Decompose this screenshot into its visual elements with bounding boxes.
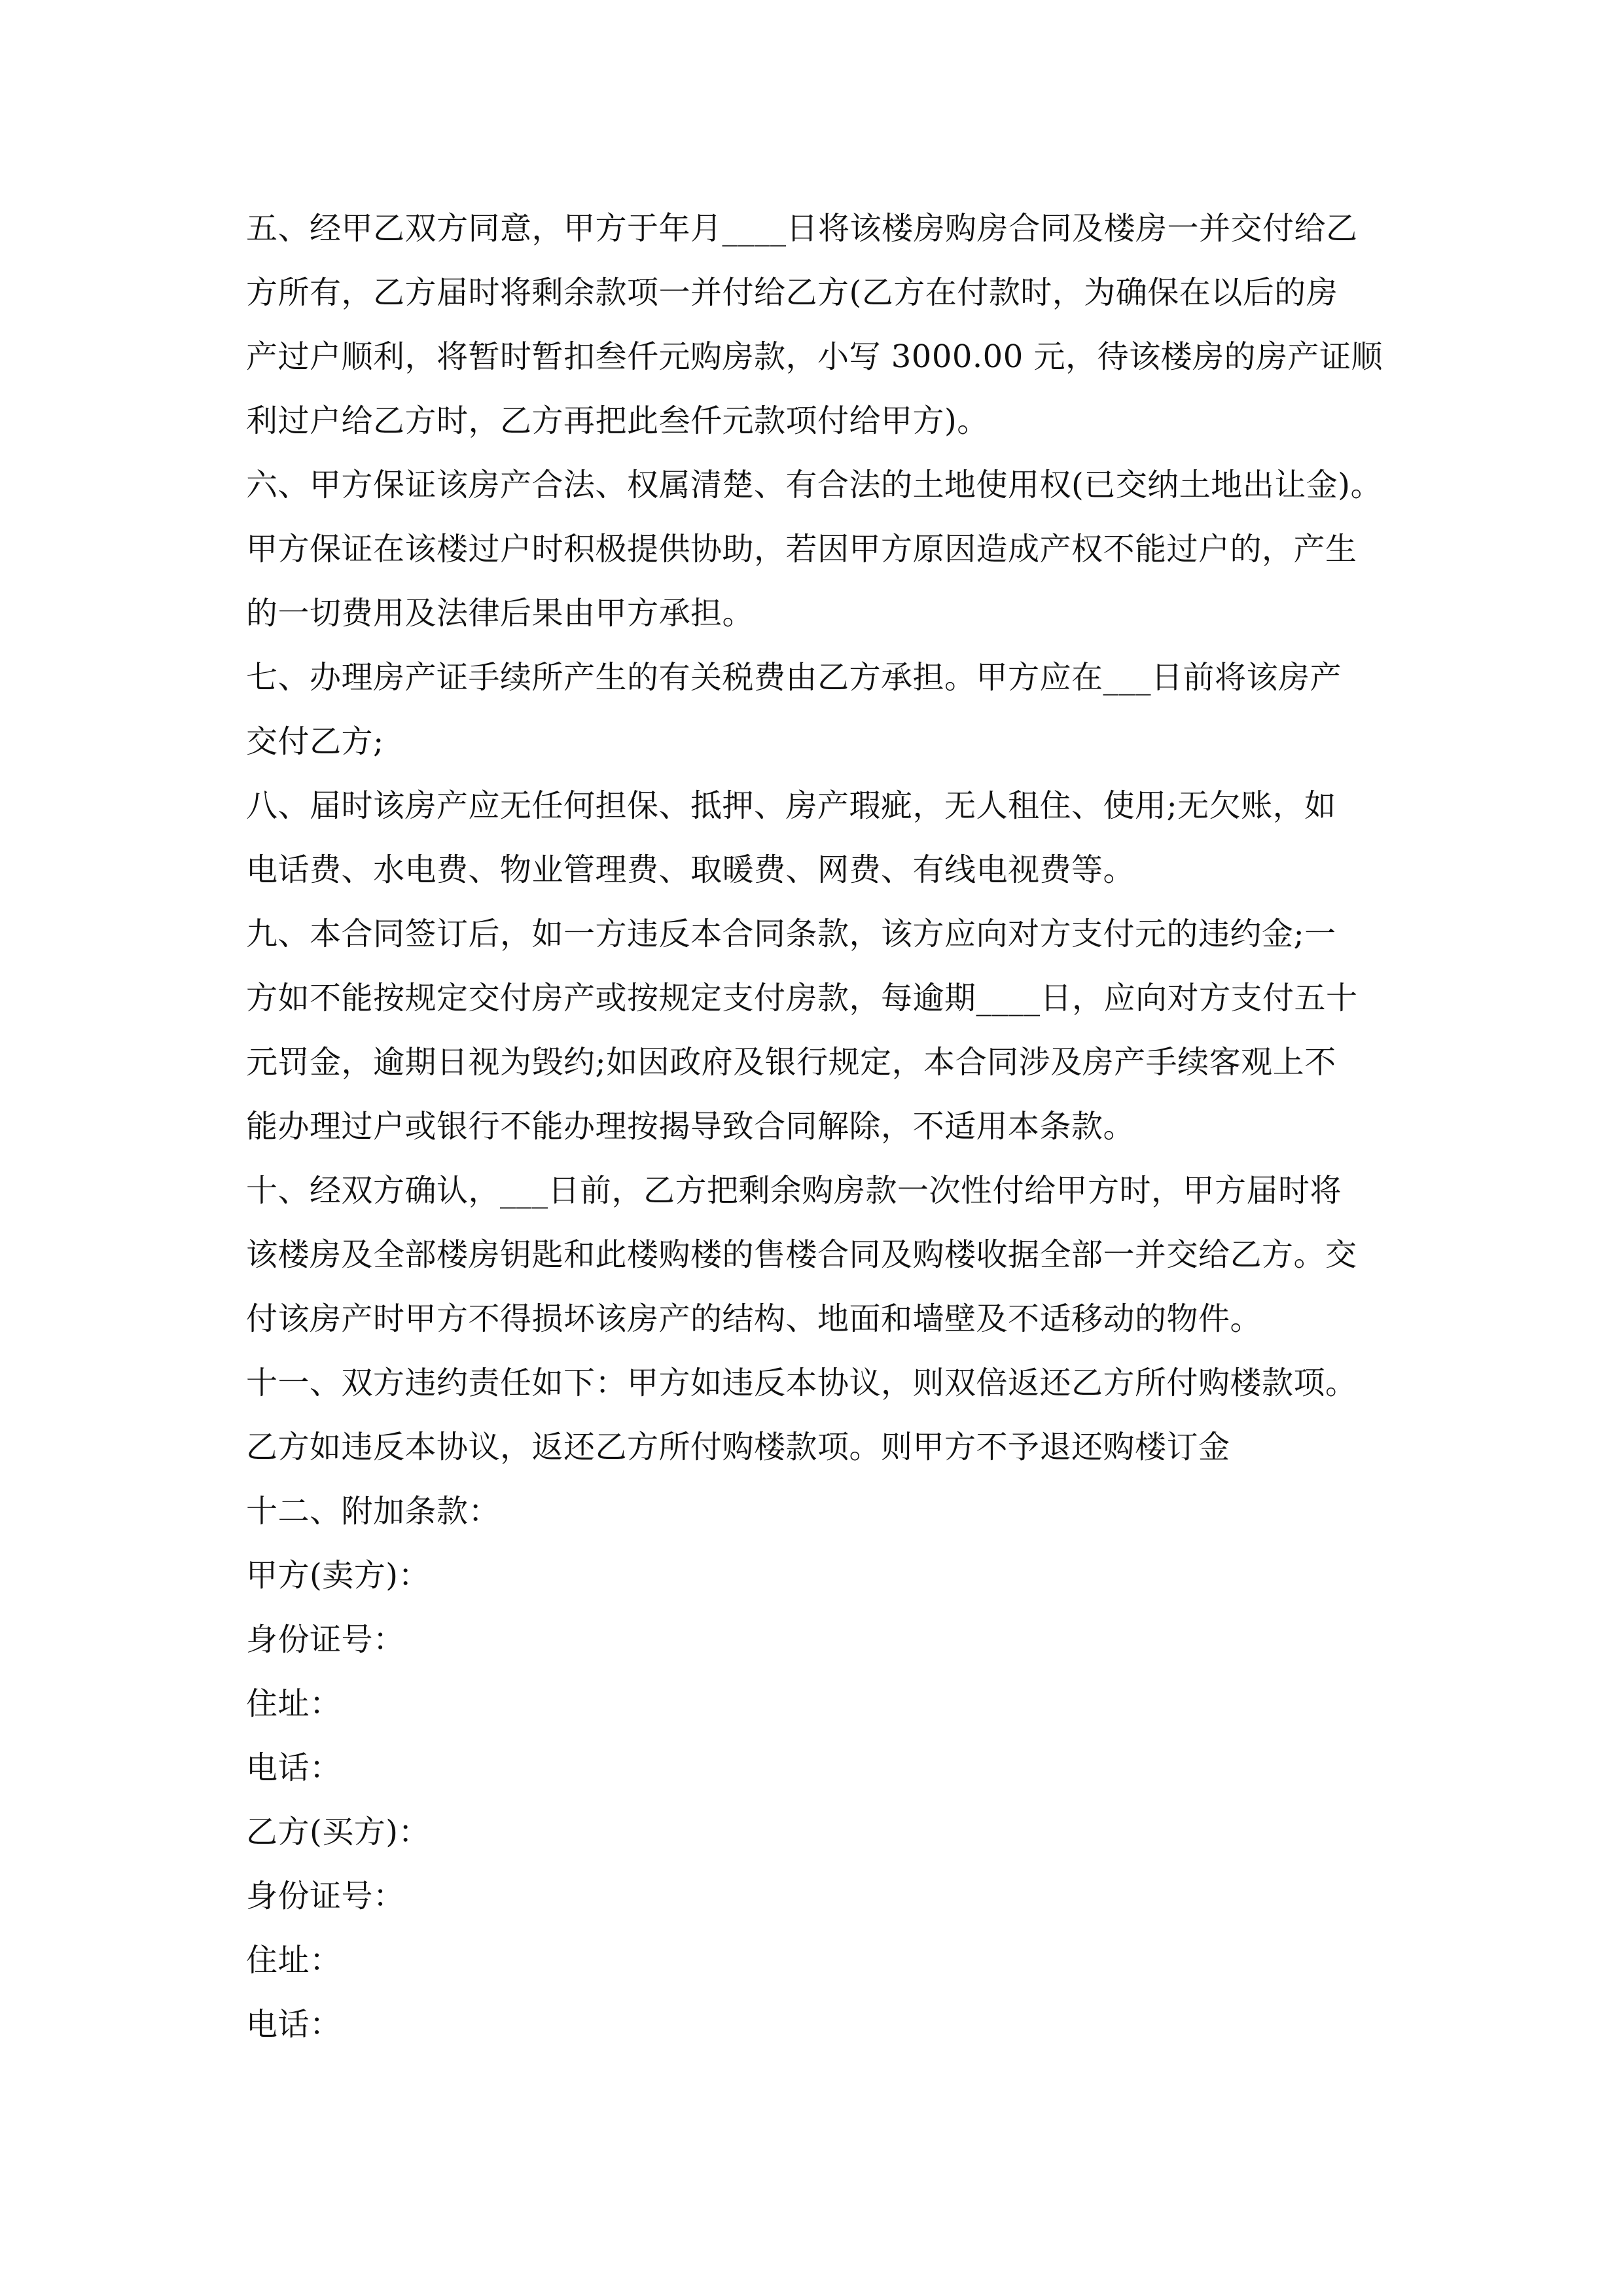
clause-6-line-2: 甲方保证在该楼过户时积极提供协助，若因甲方原因造成产权不能过户的，产生: [246, 531, 1357, 567]
buyer-id-label: 身份证号：: [246, 1878, 405, 1914]
clause-6-line-1: 六、甲方保证该房产合法、权属清楚、有合法的土地使用权(已交纳土地出让金)。: [246, 467, 1382, 503]
clause-5-line-3: 产过户顺利，将暂时暂扣叁仟元购房款，小写 3000.00 元，待该楼房的房产证顺: [246, 338, 1383, 375]
clause-11-line-2: 乙方如违反本协议，返还乙方所付购楼款项。则甲方不予退还购楼订金: [246, 1429, 1230, 1465]
seller-address-label: 住址：: [246, 1685, 342, 1722]
seller-label: 甲方(卖方)：: [246, 1557, 430, 1594]
clause-9-line-2: 方如不能按规定交付房产或按规定支付房款，每逾期____日，应向对方支付五十: [246, 980, 1358, 1016]
clause-10-line-3: 付该房产时甲方不得损坏该房产的结构、地面和墙壁及不适移动的物件。: [246, 1300, 1262, 1337]
clause-5-line-4: 利过户给乙方时，乙方再把此叁仟元款项付给甲方)。: [246, 403, 989, 439]
buyer-label: 乙方(买方)：: [246, 1814, 430, 1850]
clause-5-line-1: 五、经甲乙双方同意，甲方于年月____日将该楼房购房合同及楼房一并交付给乙: [246, 210, 1358, 247]
clause-8-line-2: 电话费、水电费、物业管理费、取暖费、网费、有线电视费等。: [246, 852, 1135, 888]
contract-text: [246, 196, 1418, 2056]
clause-10-line-2: 该楼房及全部楼房钥匙和此楼购楼的售楼合同及购楼收据全部一并交给乙方。交: [246, 1236, 1357, 1273]
clause-6-line-3: 的一切费用及法律后果由甲方承担。: [246, 595, 755, 632]
seller-phone-label: 电话：: [246, 1749, 342, 1786]
clause-9-line-3: 元罚金，逾期日视为毁约;如因政府及银行规定，本合同涉及房产手续客观上不: [246, 1044, 1336, 1081]
clause-7-line-2: 交付乙方;: [246, 723, 384, 760]
seller-id-label: 身份证号：: [246, 1621, 405, 1658]
clause-5-line-2: 方所有，乙方届时将剩余款项一并付给乙方(乙方在付款时，为确保在以后的房: [246, 274, 1338, 311]
clause-12-heading: 十二、附加条款：: [246, 1493, 501, 1530]
clause-7-line-1: 七、办理房产证手续所产生的有关税费由乙方承担。甲方应在___日前将该房产: [246, 659, 1342, 696]
clause-9-line-4: 能办理过户或银行不能办理按揭导致合同解除，不适用本条款。: [246, 1108, 1135, 1145]
clause-11-line-1: 十一、双方违约责任如下：甲方如违反本协议，则双倍返还乙方所付购楼款项。: [246, 1365, 1357, 1401]
buyer-address-label: 住址：: [246, 1942, 342, 1979]
buyer-phone-label: 电话：: [246, 2006, 342, 2043]
clause-10-line-1: 十、经双方确认，___日前，乙方把剩余购房款一次性付给甲方时，甲方届时将: [246, 1172, 1342, 1209]
clause-9-line-1: 九、本合同签订后，如一方违反本合同条款，该方应向对方支付元的违约金;一: [246, 916, 1336, 952]
clause-8-line-1: 八、届时该房产应无任何担保、抵押、房产瑕疵，无人租住、使用;无欠账，如: [246, 787, 1336, 824]
